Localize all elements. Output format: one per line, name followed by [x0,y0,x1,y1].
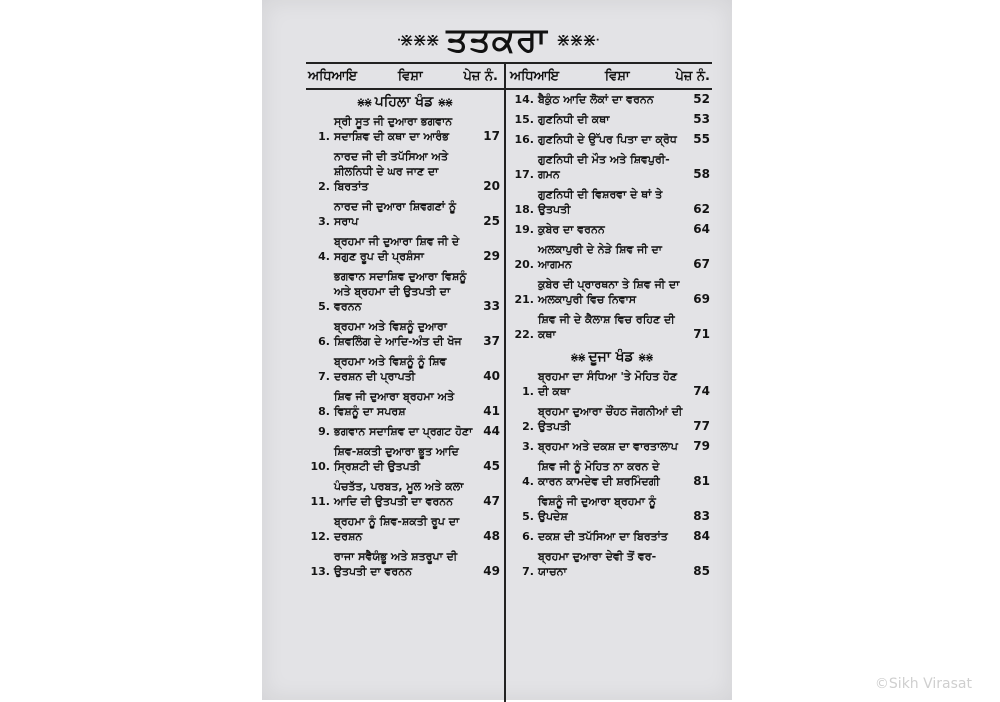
toc-entry [308,514,500,544]
entry-title: ਸ਼ਿਵ ਜੀ ਦੇ ਕੈਲਾਸ਼ ਵਿਚ ਰਹਿਣ ਦੀ ਕਥਾ [538,313,675,341]
toc-entry [308,424,500,439]
entry-number: 15. [514,113,534,126]
entry-number: 11. [310,495,330,508]
left-column [308,92,500,584]
entry-number: 5. [522,510,534,523]
entry-number: 3. [318,215,330,228]
entry-title: ਪੰਚਤੱਤ, ਪਰਬਤ, ਮੂਲ ਅਤੇ ਕਲਾ ਆਦਿ ਦੀ ਉਤਪਤੀ ਦਾ ਵਰਨਨ [334,480,464,508]
right-column [512,92,710,584]
entry-number: 9. [318,425,330,438]
entry-title: ਦਕਸ਼ ਦੀ ਤਪੱਸਿਆ ਦਾ ਬਿਰਤਾਂਤ [538,530,668,543]
entry-page-number: 62 [693,202,710,216]
toc-entry [512,112,710,127]
entry-page-number: 77 [693,419,710,433]
toc-entry [308,199,500,229]
entry-page-number: 58 [693,167,710,181]
entry-list-right-b [512,369,710,579]
header-subject: ਵਿਸ਼ਾ [397,68,423,84]
toc-entry [308,269,500,314]
entry-number: 1. [522,385,534,398]
entry-number: 18. [514,203,534,216]
entry-number: 1. [318,130,330,143]
entry-number: 10. [310,460,330,473]
entry-page-number: 55 [693,132,710,146]
entry-page-number: 29 [483,249,500,263]
toc-entry [512,459,710,489]
entry-title: ਵਿਸ਼ਨੂੰ ਜੀ ਦੁਆਰਾ ਬ੍ਰਹਮਾ ਨੂੰ ਉਪਦੇਸ਼ [538,495,656,523]
header-row-right [510,66,710,86]
entry-title: ਸ੍ਰੀ ਸੂਤ ਜੀ ਦੁਆਰਾ ਭਗਵਾਨ ਸਦਾਸ਼ਿਵ ਦੀ ਕਥਾ ਦਾ ਆਰੰਭ [334,115,453,143]
entry-title: ਭਗਵਾਨ ਸਦਾਸ਼ਿਵ ਦੁਆਰਾ ਵਿਸ਼ਨੂੰ ਅਤੇ ਬ੍ਰਹਮਾ ਦੀ ਉਤਪਤੀ ਦਾ ਵਰਨਨ [334,270,467,313]
entry-page-number: 17 [483,129,500,143]
toc-entry [308,444,500,474]
entry-number: 4. [318,250,330,263]
toc-entry [308,549,500,579]
entry-title: ਸ਼ਿਵ-ਸ਼ਕਤੀ ਦੁਆਰਾ ਭੂਤ ਆਦਿ ਸ੍ਰਿਸ਼ਟੀ ਦੀ ਉਤਪਤੀ [334,445,459,473]
entry-title: ਗੁਣਨਿਧੀ ਦੀ ਕਥਾ [538,113,610,126]
section-ornament: ⋇⋇ [637,350,653,364]
entry-page-number: 47 [483,494,500,508]
entry-title: ਅਲਕਾਪੁਰੀ ਦੇ ਨੇੜੇ ਸ਼ਿਵ ਜੀ ਦਾ ਆਗਮਨ [538,243,662,271]
entry-page-number: 37 [483,334,500,348]
title-ornament-right: ⋇⋇⋇ᐧ [555,29,598,51]
title-bar [262,14,732,66]
toc-entry [308,319,500,349]
section-title: ਦੂਜਾ ਖੰਡ [588,349,634,365]
entry-title: ਬ੍ਰਹਮਾ ਨੂੰ ਸ਼ਿਵ-ਸ਼ਕਤੀ ਰੂਪ ਦਾ ਦਰਸ਼ਨ [334,515,460,543]
toc-entry [512,369,710,399]
entry-title: ਕੁਬੇਰ ਦਾ ਵਰਨਨ [538,223,605,236]
entry-number: 16. [514,133,534,146]
entry-title: ਗੁਣਨਿਧੀ ਦੀ ਵਿਸ਼ਰਵਾ ਦੇ ਥਾਂ ਤੇ ਉਤਪਤੀ [538,188,663,216]
toc-entry [512,187,710,217]
entry-page-number: 64 [693,222,710,236]
toc-entry [512,242,710,272]
entry-title: ਸ਼ਿਵ ਜੀ ਨੂੰ ਮੋਹਿਤ ਨਾ ਕਰਨ ਦੇ ਕਾਰਨ ਕਾਮਦੇਵ ਦੀ ਸ਼ਰਮਿੰਦਗੀ [538,460,660,488]
toc-entry [308,114,500,144]
toc-entry [512,312,710,342]
watermark: ©Sikh Virasat [874,676,972,692]
entry-number: 17. [514,168,534,181]
entry-number: 4. [522,475,534,488]
title-ornament-left: ᐧ⋇⋇⋇ [396,29,439,51]
header-chapter: ਅਧਿਆਇ [308,68,357,84]
header-chapter: ਅਧਿਆਇ [510,68,559,84]
toc-entry [512,549,710,579]
entry-title: ਰਾਜਾ ਸਵੈਯੰਭੂ ਅਤੇ ਸ਼ਤਰੂਪਾ ਦੀ ਉਤਪਤੀ ਦਾ ਵਰਨਨ [334,550,458,578]
entry-page-number: 20 [483,179,500,193]
entry-number: 2. [318,180,330,193]
toc-entry [308,354,500,384]
toc-entry [308,389,500,419]
header-row-left [308,66,498,86]
entry-page-number: 40 [483,369,500,383]
entry-title: ਕੁਬੇਰ ਦੀ ਪ੍ਰਾਰਥਨਾ ਤੇ ਸ਼ਿਵ ਜੀ ਦਾ ਅਲਕਾਪੁਰੀ ਵਿਚ ਨਿਵਾਸ [538,278,680,306]
entry-title: ਬ੍ਰਹਮਾ ਅਤੇ ਦਕਸ਼ ਦਾ ਵਾਰਤਾਲਾਪ [538,440,678,453]
entry-page-number: 69 [693,292,710,306]
entry-page-number: 48 [483,529,500,543]
page-title: ਤਤਕਰਾ [446,20,548,60]
entry-title: ਬ੍ਰਹਮਾ ਅਤੇ ਵਿਸ਼ਨੂੰ ਨੂੰ ਸ਼ਿਵ ਦਰਸ਼ਨ ਦੀ ਪ੍ਰਾਪਤੀ [334,355,447,383]
entry-number: 6. [318,335,330,348]
entry-page-number: 45 [483,459,500,473]
entry-list-right-a [512,92,710,342]
toc-entry [512,152,710,182]
section-ornament: ⋇⋇ [569,350,585,364]
contents-table [306,62,712,702]
entry-page-number: 83 [693,509,710,523]
entry-title: ਬ੍ਰਹਮਾ ਦਾ ਸੰਧਿਆ 'ਤੇ ਮੋਹਿਤ ਹੋਣ ਦੀ ਕਥਾ [538,370,678,398]
section-title: ਪਹਿਲਾ ਖੰਡ [374,94,434,110]
toc-entry [308,479,500,509]
entry-number: 7. [318,370,330,383]
entry-title: ਨਾਰਦ ਜੀ ਦੀ ਤਪੱਸਿਆ ਅਤੇ ਸ਼ੀਲਨਿਧੀ ਦੇ ਘਰ ਜਾਣ ਦਾ ਬਿਰਤਾਂਤ [334,150,448,193]
header-page: ਪੇਜ਼ ਨੰ. [463,68,498,84]
entry-title: ਬ੍ਰਹਮਾ ਜੀ ਦੁਆਰਾ ਸ਼ਿਵ ਜੀ ਦੇ ਸਗੁਣ ਰੂਪ ਦੀ ਪ੍ਰਸ਼ੰਸਾ [334,235,460,263]
entry-number: 12. [310,530,330,543]
entry-title: ਬ੍ਰਹਮਾ ਦੁਆਰਾ ਦੇਵੀ ਤੋਂ ਵਰ-ਯਾਚਨਾ [538,550,657,578]
header-page: ਪੇਜ਼ ਨੰ. [675,68,710,84]
entry-page-number: 67 [693,257,710,271]
entry-page-number: 81 [693,474,710,488]
entry-number: 21. [514,293,534,306]
entry-number: 2. [522,420,534,433]
entry-number: 19. [514,223,534,236]
entry-page-number: 53 [693,112,710,126]
toc-entry [512,494,710,524]
entry-title: ਬੈਕੁੰਠ ਆਦਿ ਲੋਕਾਂ ਦਾ ਵਰਨਨ [538,93,654,106]
entry-page-number: 84 [693,529,710,543]
entry-number: 22. [514,328,534,341]
entry-page-number: 79 [693,439,710,453]
toc-entry [512,404,710,434]
entry-number: 3. [522,440,534,453]
header-subject: ਵਿਸ਼ਾ [604,68,630,84]
toc-entry [512,92,710,107]
toc-entry [512,132,710,147]
entry-title: ਨਾਰਦ ਜੀ ਦੁਆਰਾ ਸ਼ਿਵਗਣਾਂ ਨੂੰ ਸਰਾਪ [334,200,456,228]
entry-number: 8. [318,405,330,418]
entry-list-left [308,114,500,579]
section-ornament: ⋇⋇ [356,95,371,109]
toc-entry [308,234,500,264]
section-heading-second [512,347,710,367]
entry-number: 5. [318,300,330,313]
book-page [262,0,732,700]
entry-page-number: 25 [483,214,500,228]
entry-number: 14. [514,93,534,106]
entry-title: ਬ੍ਰਹਮਾ ਦੁਆਰਾ ਚੌਂਹਠ ਜੋਗਨੀਆਂ ਦੀ ਉਤਪਤੀ [538,405,683,433]
entry-number: 20. [514,258,534,271]
entry-number: 7. [522,565,534,578]
entry-page-number: 44 [483,424,500,438]
entry-title: ਸ਼ਿਵ ਜੀ ਦੁਆਰਾ ਬ੍ਰਹਮਾ ਅਤੇ ਵਿਸ਼ਨੂੰ ਦਾ ਸਪਰਸ਼ [334,390,455,418]
toc-entry [308,149,500,194]
section-ornament: ⋇⋇ [437,95,452,109]
toc-entry [512,222,710,237]
entry-page-number: 52 [693,92,710,106]
entry-title: ਗੁਣਨਿਧੀ ਦੇ ਉੱਪਰ ਪਿਤਾ ਦਾ ਕ੍ਰੋਧ [538,133,677,146]
column-divider [504,64,506,702]
entry-page-number: 33 [483,299,500,313]
toc-entry [512,529,710,544]
entry-page-number: 71 [693,327,710,341]
entry-page-number: 49 [483,564,500,578]
entry-title: ਗੁਣਨਿਧੀ ਦੀ ਮੌਤ ਅਤੇ ਸ਼ਿਵਪੁਰੀ-ਗਮਨ [538,153,670,181]
entry-page-number: 74 [693,384,710,398]
entry-page-number: 41 [483,404,500,418]
entry-page-number: 85 [693,564,710,578]
entry-title: ਬ੍ਰਹਮਾ ਅਤੇ ਵਿਸ਼ਨੂੰ ਦੁਆਰਾ ਸ਼ਿਵਲਿੰਗ ਦੇ ਆਦਿ-ਅੰਤ ਦੀ ਖੋਜ [334,320,462,348]
entry-number: 13. [310,565,330,578]
toc-entry [512,439,710,454]
entry-number: 6. [522,530,534,543]
section-heading-first [308,92,500,112]
entry-title: ਭਗਵਾਨ ਸਦਾਸ਼ਿਵ ਦਾ ਪ੍ਰਗਟ ਹੋਣਾ [334,425,473,438]
header-rule [306,88,712,90]
toc-entry [512,277,710,307]
